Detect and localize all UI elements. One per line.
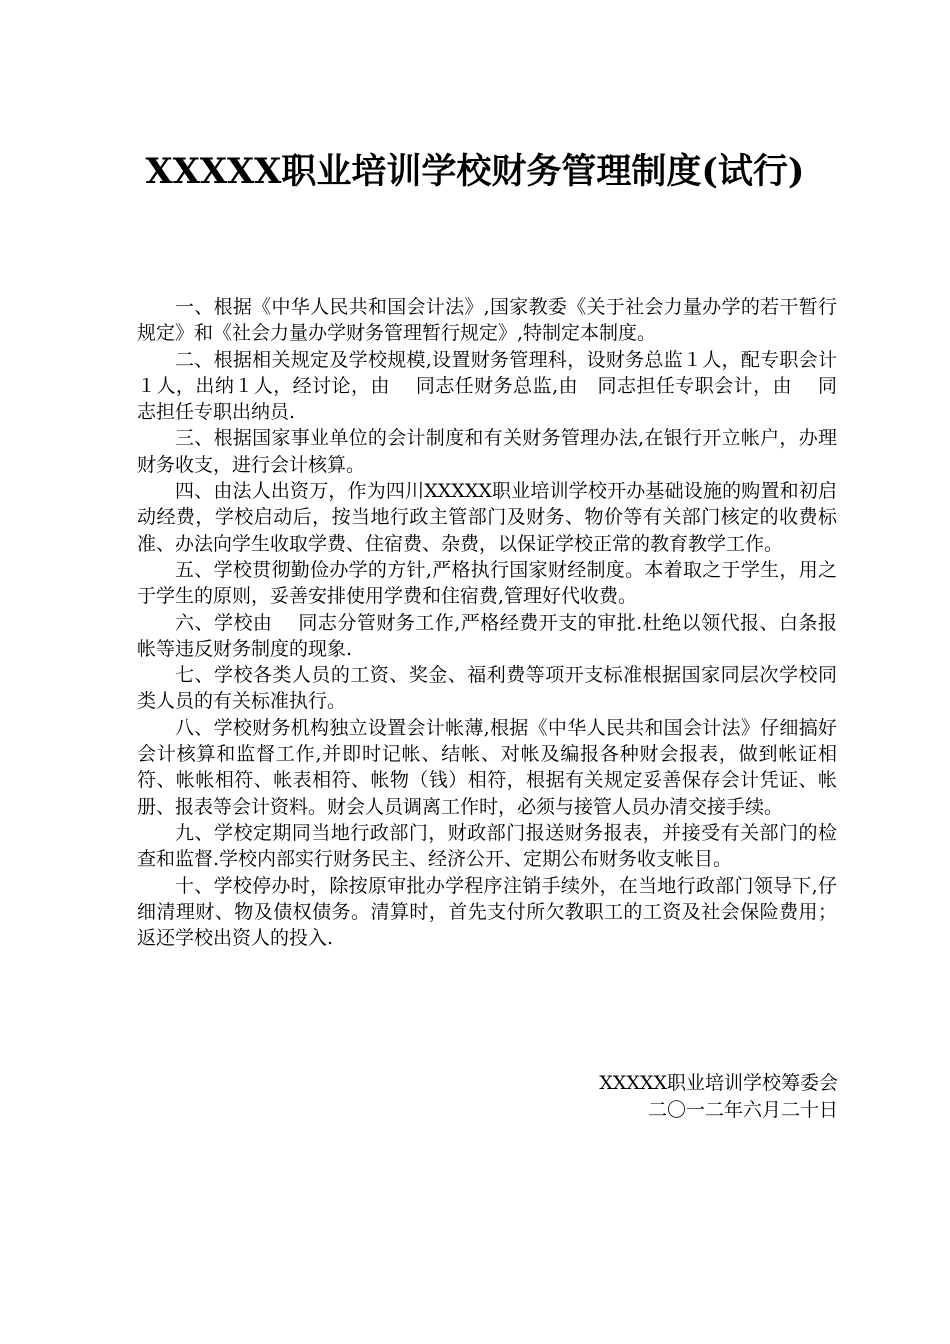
paragraph-2: 二、根据相关规定及学校规模,设置财务管理科，设财务总监１人，配专职会计１人，出纳１人，经讨论，由 同志任财务总监,由 同志担任专职会计，由 同志担任专职出纳员. (137, 348, 837, 424)
signature-organization: XXXXX职业培训学校筹委会 (599, 1072, 838, 1094)
document-title: XXXXX职业培训学校财务管理制度(试行) (145, 151, 805, 192)
paragraph-7: 七、学校各类人员的工资、奖金、福利费等项开支标准根据国家同层次学校同类人员的有关标准执行。 (137, 664, 837, 713)
signature-block (599, 1070, 838, 1124)
paragraph-1: 一、根据《中华人民共和国会计法》,国家教委《关于社会力量办学的若干暂行规定》和《社会力量办学财务管理暂行规定》,特制定本制度。 (137, 296, 837, 345)
paragraph-4: 四、由法人出资万，作为四川XXXXX职业培训学校开办基础设施的购置和初启动经费，学校启动后，按当地行政主管部门及财务、物价等有关部门核定的收费标准、办法向学生收取学费、住宿费、杂费，以保证学校正常的教育教学工作。 (137, 480, 837, 555)
paragraph-3: 三、根据国家事业单位的会计制度和有关财务管理办法,在银行开立帐户，办理财务收支，进行会计核算。 (137, 427, 837, 476)
paragraph-8: 八、学校财务机构独立设置会计帐薄,根据《中华人民共和国会计法》仔细搞好会计核算和监督工作,并即时记帐、结帐、对帐及编报各种财会报表，做到帐证相符、帐帐相符、帐表相符、帐物（钱）相符，根据有关规定妥善保存会计凭证、帐册、报表等会计资料。财会人员调离工作时，必须与接管人员办清交接手续。 (137, 716, 837, 818)
paragraph-5: 五、学校贯彻勤俭办学的方针,严格执行国家财经制度。本着取之于学生，用之于学生的原则，妥善安排使用学费和住宿费,管理好代收费。 (137, 558, 837, 608)
paragraph-10: 十、学校停办时，除按原审批办学程序注销手续外，在当地行政部门领导下,仔细清理财、物及债权债务。清算时，首先支付所欠教职工的工资及社会保险费用；返还学校出资人的投入. (137, 874, 837, 950)
signature-date: 二〇一二年六月二十日 (647, 1099, 838, 1121)
paragraph-9: 九、学校定期同当地行政部门，财政部门报送财务报表，并接受有关部门的检查和监督.学校内部实行财务民主、经济公开、定期公布财务收支帐目。 (137, 821, 837, 871)
paragraph-6: 六、学校由 同志分管财务工作,严格经费开支的审批.杜绝以领代报、白条报帐等违反财务制度的现象. (137, 611, 837, 660)
document-body (137, 294, 837, 951)
